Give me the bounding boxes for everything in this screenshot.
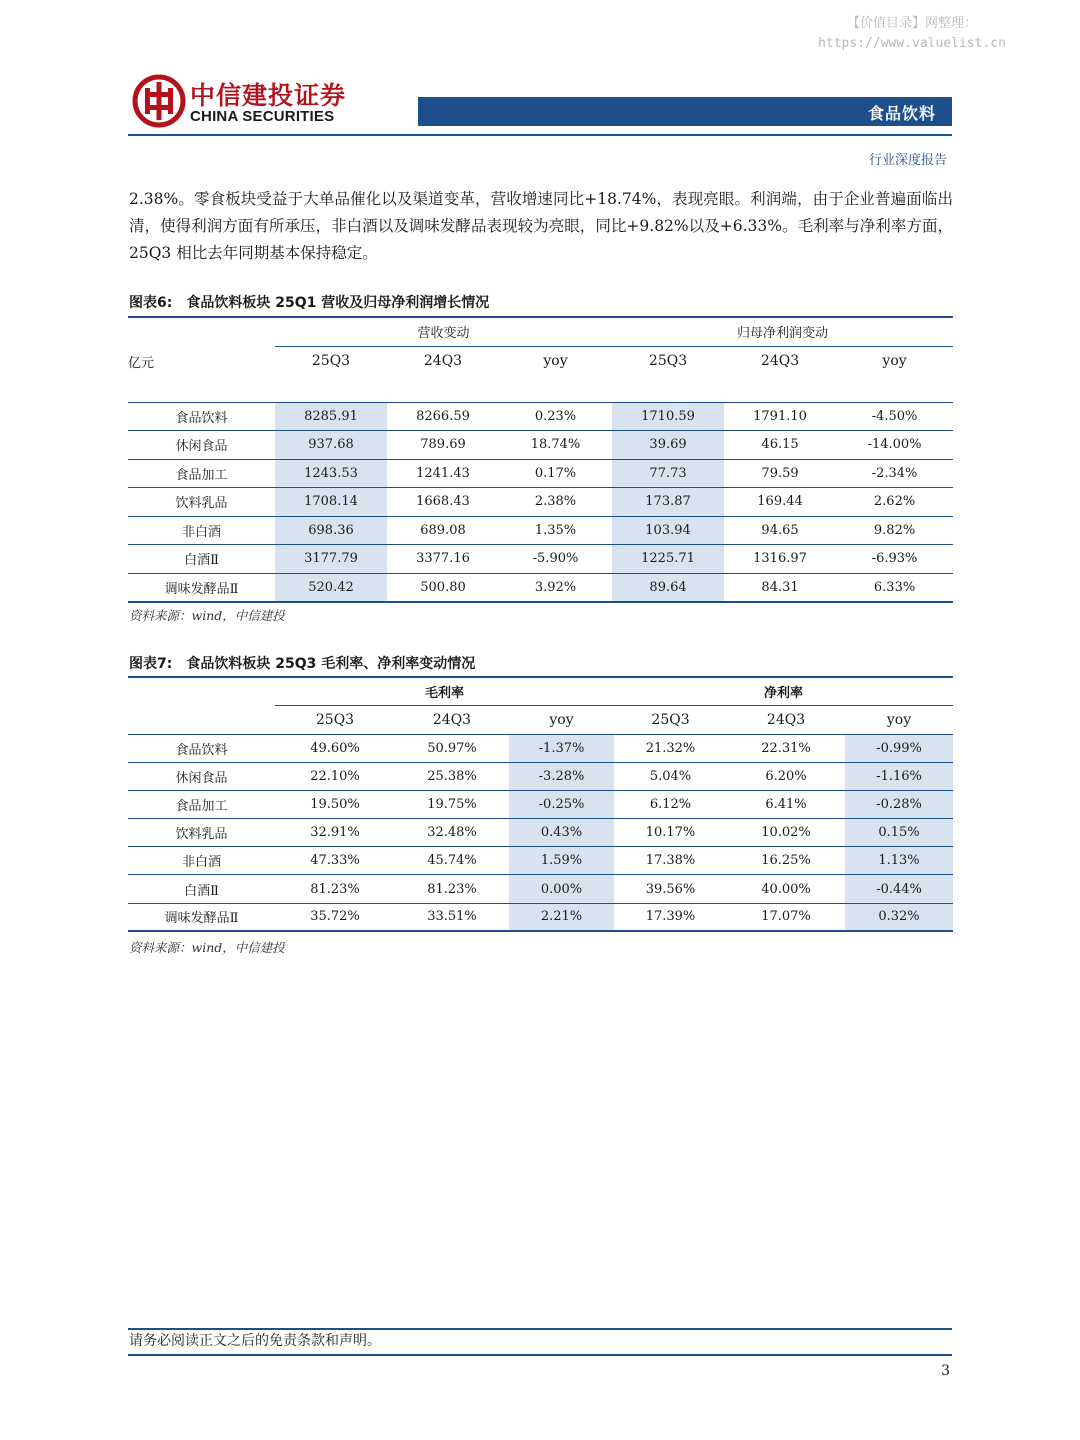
table-cell: -6.93% (871, 551, 918, 567)
margin-table (128, 676, 953, 932)
col-header: 24Q3 (766, 711, 806, 728)
table-cell: -1.37% (509, 734, 614, 762)
table-cell: 2.38% (534, 494, 577, 510)
table-cell: 39.56% (645, 881, 696, 897)
table-cell: 22.10% (310, 768, 360, 784)
table-cell: 17.38% (645, 853, 696, 869)
header-divider (128, 134, 952, 136)
table-cell: 81.23% (427, 881, 477, 897)
table-cell: 6.41% (765, 796, 807, 812)
col-header: 24Q3 (432, 711, 472, 728)
col-header: yoy (886, 711, 912, 728)
table-cell: 10.02% (761, 825, 811, 841)
table-cell: 2.62% (873, 494, 916, 510)
group-header-revenue: 营收变动 (275, 317, 612, 346)
row-label: 白酒Ⅱ (184, 553, 219, 569)
table-row (128, 459, 953, 488)
row-label: 食品加工 (175, 467, 228, 483)
figure7-caption: 食品饮料板块 25Q3 毛利率、净利率变动情况 (186, 656, 476, 672)
col-header: 24Q3 (760, 352, 800, 369)
table-row (128, 903, 953, 931)
table-cell: 94.65 (761, 522, 799, 538)
company-logo-icon (132, 74, 186, 128)
table-cell: 1.59% (509, 847, 614, 875)
col-header: 25Q3 (651, 711, 690, 728)
row-label: 白酒Ⅱ (184, 883, 219, 899)
page-number: 3 (941, 1363, 950, 1379)
table-cell: 16.25% (761, 853, 811, 869)
row-label: 休闲食品 (175, 439, 228, 455)
row-label: 休闲食品 (175, 770, 228, 786)
footer-divider-bottom (128, 1354, 952, 1356)
table-cell: -14.00% (867, 437, 922, 453)
row-label: 非白酒 (181, 855, 221, 871)
table-cell: 1710.59 (612, 402, 724, 431)
table-cell: 1708.14 (275, 488, 387, 517)
table-cell: 689.08 (420, 522, 466, 538)
table-cell: 81.23% (310, 881, 360, 897)
table-cell: 19.50% (310, 796, 360, 812)
table-row (128, 847, 953, 875)
table-cell: 0.23% (534, 408, 577, 424)
table-cell: 0.17% (534, 465, 577, 481)
sector-banner (418, 97, 952, 126)
table-cell: 18.74% (530, 437, 581, 453)
figure6-caption: 食品饮料板块 25Q1 营收及归母净利润增长情况 (186, 295, 490, 311)
table-cell: 2.21% (509, 903, 614, 931)
table-cell: -0.44% (845, 875, 953, 903)
watermark (792, 14, 1032, 54)
row-label: 食品加工 (175, 798, 228, 814)
table-cell: 39.69 (612, 431, 724, 460)
table-cell: -0.25% (509, 790, 614, 818)
table-cell: 45.74% (427, 853, 477, 869)
table-cell: 103.94 (612, 516, 724, 545)
row-label: 食品饮料 (175, 410, 228, 426)
table-cell: 1791.10 (753, 408, 807, 424)
table-cell: 0.15% (845, 819, 953, 847)
table-cell: 520.42 (275, 573, 387, 602)
unit-label: 亿元 (128, 356, 155, 371)
table-row (128, 734, 953, 762)
table-cell: 169.44 (757, 494, 803, 510)
table-cell: 8266.59 (416, 408, 470, 424)
table-cell: 25.38% (427, 768, 477, 784)
col-header: 25Q3 (648, 352, 688, 369)
table-cell: -5.90% (532, 551, 579, 567)
table-cell: 937.68 (275, 431, 387, 460)
table-cell: 173.87 (612, 488, 724, 517)
sector-label: 食品饮料 (867, 104, 936, 123)
table-cell: 1.13% (845, 847, 953, 875)
table-cell: 19.75% (427, 796, 477, 812)
col-header: 25Q3 (315, 711, 355, 728)
group-header-gross-margin: 毛利率 (275, 677, 614, 705)
table-cell: -3.28% (509, 762, 614, 790)
table-cell: 84.31 (761, 579, 799, 595)
figure7-title (129, 653, 475, 673)
revenue-profit-table (128, 316, 953, 603)
table-cell: 789.69 (420, 437, 466, 453)
table-row (128, 819, 953, 847)
table-cell: 21.32% (645, 740, 696, 756)
row-label: 饮料乳品 (175, 496, 228, 512)
col-header: yoy (882, 352, 907, 369)
body-paragraph: 2.38%。零食板块受益于大单品催化以及渠道变革，营收增速同比+18.74%，表现亮眼。利润端，由于企业普遍面临出清，使得利润方面有所承压，非白酒以及调味发酵品表现较为亮眼，同比+9.82%以及+6.33%。毛利率与净利率方面，25Q3 相比去年同期基本保持稳定。 (129, 190, 953, 262)
table-cell: 22.31% (761, 740, 811, 756)
row-label: 调味发酵品Ⅱ (164, 581, 239, 597)
table-cell: 0.43% (509, 819, 614, 847)
table-cell: 10.17% (645, 825, 696, 841)
table-cell: 32.48% (427, 825, 477, 841)
row-label: 调味发酵品Ⅱ (164, 911, 239, 927)
table-cell: 6.33% (873, 579, 916, 595)
figure7-label: 图表7: (129, 656, 173, 672)
col-header: 24Q3 (423, 352, 463, 369)
table6-source: 资料来源：wind，中信建投 (129, 608, 285, 623)
table-cell: -1.16% (845, 762, 953, 790)
table-cell: 9.82% (873, 522, 916, 538)
row-label: 食品饮料 (175, 742, 228, 758)
table-cell: 6.12% (649, 796, 692, 812)
table-row (128, 431, 953, 460)
table-cell: 40.00% (761, 881, 811, 897)
col-header: yoy (549, 711, 574, 728)
table-cell: 698.36 (275, 516, 387, 545)
table-row (128, 573, 953, 602)
table-row (128, 488, 953, 517)
table-row (128, 762, 953, 790)
table-cell: 46.15 (761, 437, 799, 453)
table-cell: 8285.91 (275, 402, 387, 431)
table-cell: 0.00% (509, 875, 614, 903)
report-type: 行业深度报告 (868, 153, 947, 168)
logo-text-en: CHINA SECURITIES (190, 108, 335, 125)
table-cell: 79.59 (761, 465, 799, 481)
table-cell: 32.91% (310, 825, 360, 841)
table-cell: 17.39% (645, 909, 696, 925)
col-header: 25Q3 (311, 352, 351, 369)
table-cell: 77.73 (612, 459, 724, 488)
table-cell: 49.60% (310, 740, 360, 756)
table-cell: 89.64 (612, 573, 724, 602)
table-cell: 5.04% (649, 768, 692, 784)
table-row (128, 516, 953, 545)
table-cell: 1.35% (534, 522, 577, 538)
table-row (128, 790, 953, 818)
table-cell: 1225.71 (612, 545, 724, 574)
figure6-label: 图表6: (129, 295, 173, 311)
table-cell: 50.97% (427, 740, 477, 756)
table-cell: -0.28% (845, 790, 953, 818)
table-row (128, 545, 953, 574)
table7-source: 资料来源：wind，中信建投 (129, 940, 285, 955)
watermark-line1: 【价值目录】网整理： (846, 16, 977, 31)
table-cell: 1241.43 (416, 465, 470, 481)
table-cell: 1668.43 (416, 494, 470, 510)
table-cell: 500.80 (420, 579, 466, 595)
table-cell: 1316.97 (753, 551, 807, 567)
table-cell: -4.50% (871, 408, 918, 424)
footer-disclaimer: 请务必阅读正文之后的免责条款和声明。 (129, 1333, 381, 1349)
table-cell: 3177.79 (275, 545, 387, 574)
group-header-net-margin: 净利率 (614, 677, 953, 705)
table-cell: 47.33% (310, 853, 360, 869)
table-row (128, 875, 953, 903)
table-cell: 17.07% (761, 909, 811, 925)
logo-text-cn: 中信建投证券 (190, 81, 347, 110)
table-cell: 6.20% (765, 768, 807, 784)
table-cell: 1243.53 (275, 459, 387, 488)
table-cell: 3.92% (534, 579, 577, 595)
watermark-line2: https://www.valuelist.cn (818, 36, 1006, 51)
table-cell: 33.51% (427, 909, 477, 925)
table-cell: 3377.16 (416, 551, 470, 567)
table-cell: -0.99% (845, 734, 953, 762)
group-header-net-profit: 归母净利润变动 (612, 317, 953, 346)
figure6-title (129, 292, 489, 312)
row-label: 非白酒 (181, 524, 221, 540)
table-cell: 0.32% (845, 903, 953, 931)
table-cell: 35.72% (310, 909, 360, 925)
table-row (128, 402, 953, 431)
col-header: yoy (543, 352, 568, 369)
row-label: 饮料乳品 (175, 827, 228, 843)
table-cell: -2.34% (871, 465, 918, 481)
